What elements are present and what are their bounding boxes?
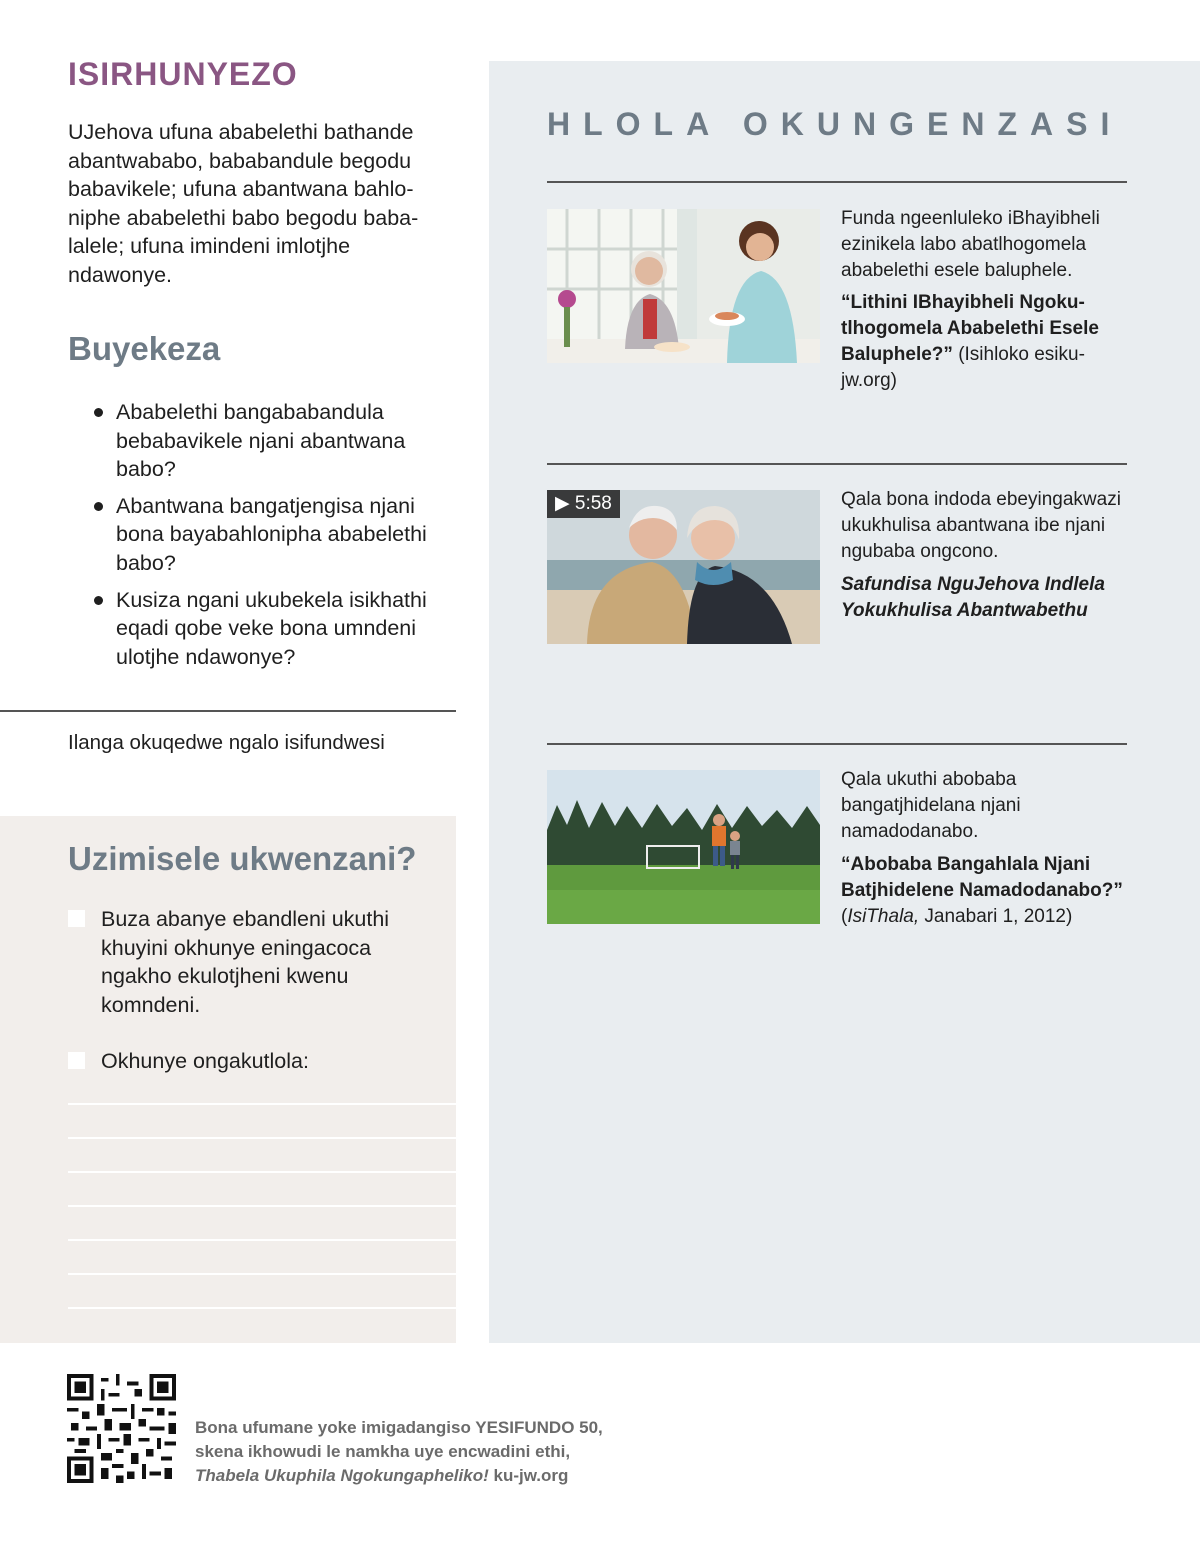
item-description: Qala ukuthi abobaba bangatjhidelana njani namadodanabo. xyxy=(841,769,1021,842)
writing-line[interactable] xyxy=(68,1171,456,1173)
item-description: Funda ngeenluleko iBhayibheli ezinikela labo abatlhogomela ababelethi esele baluphele. xyxy=(841,208,1100,281)
item-divider xyxy=(547,743,1127,745)
review-heading: Buyekeza xyxy=(68,330,221,367)
item-source-publication: IsiThala, xyxy=(847,906,920,927)
completion-date-label: Ilanga okuqedwe ngalo isifundwesi xyxy=(68,731,385,754)
item-source-date: Janabari 1, 2012) xyxy=(924,906,1073,927)
writing-line[interactable] xyxy=(68,1307,456,1309)
item-source: (Isihloko esiku-jw.org) xyxy=(841,344,1085,391)
caregiver-photo[interactable] xyxy=(547,209,820,363)
item-title[interactable]: “Lithini IBhayibheli Ngokutlhogomela Ababelethi Esele Baluphele?” xyxy=(841,292,1099,365)
video-thumbnail[interactable] xyxy=(547,490,820,644)
writing-line[interactable] xyxy=(68,1273,456,1275)
writing-line[interactable] xyxy=(68,1239,456,1241)
writing-line[interactable] xyxy=(68,1103,456,1105)
practice-heading: Uzimisele ukwenzani? xyxy=(68,840,417,877)
item-divider xyxy=(547,181,1127,183)
footer-text xyxy=(195,1416,603,1488)
item-link[interactable] xyxy=(841,290,1131,394)
item-link[interactable] xyxy=(841,572,1131,624)
item-title[interactable]: “Abobaba Bangahlala Njani Batjhidelene Namadodanabo?” xyxy=(841,854,1123,901)
item-title[interactable]: Safundisa NguJehova Indlela Yokukhulisa Abantwabethu xyxy=(841,574,1105,621)
footer-line-2: skena ikhowudi le namkha uye encwadini ethi, xyxy=(195,1442,571,1461)
video-duration-badge: ▶ 5:58 xyxy=(547,490,620,518)
practice-item xyxy=(68,1047,428,1076)
review-list xyxy=(92,398,457,679)
summary-heading: ISIRHUNYEZO xyxy=(68,56,298,92)
review-question: Abantwana bangatjengisa njani bona bayabahlonipha ababelethi babo? xyxy=(92,492,457,578)
practice-box xyxy=(0,816,456,1343)
practice-item-text: Okhunye ongakutlola: xyxy=(101,1049,309,1073)
review-question: Kusiza ngani ukubekela isikhathi eqadi qobe veke bona umndeni ulotjhe ndawonye? xyxy=(92,586,457,672)
practice-item xyxy=(68,905,428,1019)
writing-line[interactable] xyxy=(68,1137,456,1139)
soccer-field-photo[interactable] xyxy=(547,770,820,924)
review-question: Ababelethi bangababandula bebabavikele njani abantwana babo? xyxy=(92,398,457,484)
summary-text: UJehova ufuna ababelethi bathande abantwababo, bababandule begodu babavikele; ufuna abantwana bahloniphe ababelethi babo begodu babalalele; ufuna imindeni imlotjhe ndawonye. xyxy=(68,120,419,287)
qr-code[interactable] xyxy=(67,1374,176,1483)
footer-site-link[interactable]: ku-jw.org xyxy=(493,1466,569,1485)
section-divider xyxy=(0,710,456,712)
item-description: Qala bona indoda ebeyingakwazi ukukhulisa abantwana ibe njani ngubaba ongcono. xyxy=(841,489,1121,562)
checkbox[interactable] xyxy=(68,1052,85,1069)
checkbox[interactable] xyxy=(68,910,85,927)
item-link[interactable] xyxy=(841,852,1131,930)
explore-heading: HLOLA OKUNGENZASI xyxy=(547,106,1123,142)
writing-line[interactable] xyxy=(68,1205,456,1207)
item-source-open: ( xyxy=(841,906,848,927)
footer-line-1: Bona ufumane yoke imigadangiso YESIFUNDO 50, xyxy=(195,1418,603,1437)
item-divider xyxy=(547,463,1127,465)
practice-item-text: Buza abanye ebandleni ukuthi khuyini okhunye eningacoca ngakho ekulotjheni kwenu komndeni. xyxy=(101,907,390,1017)
footer-book-title: Thabela Ukuphila Ngokungapheliko! xyxy=(195,1466,489,1485)
